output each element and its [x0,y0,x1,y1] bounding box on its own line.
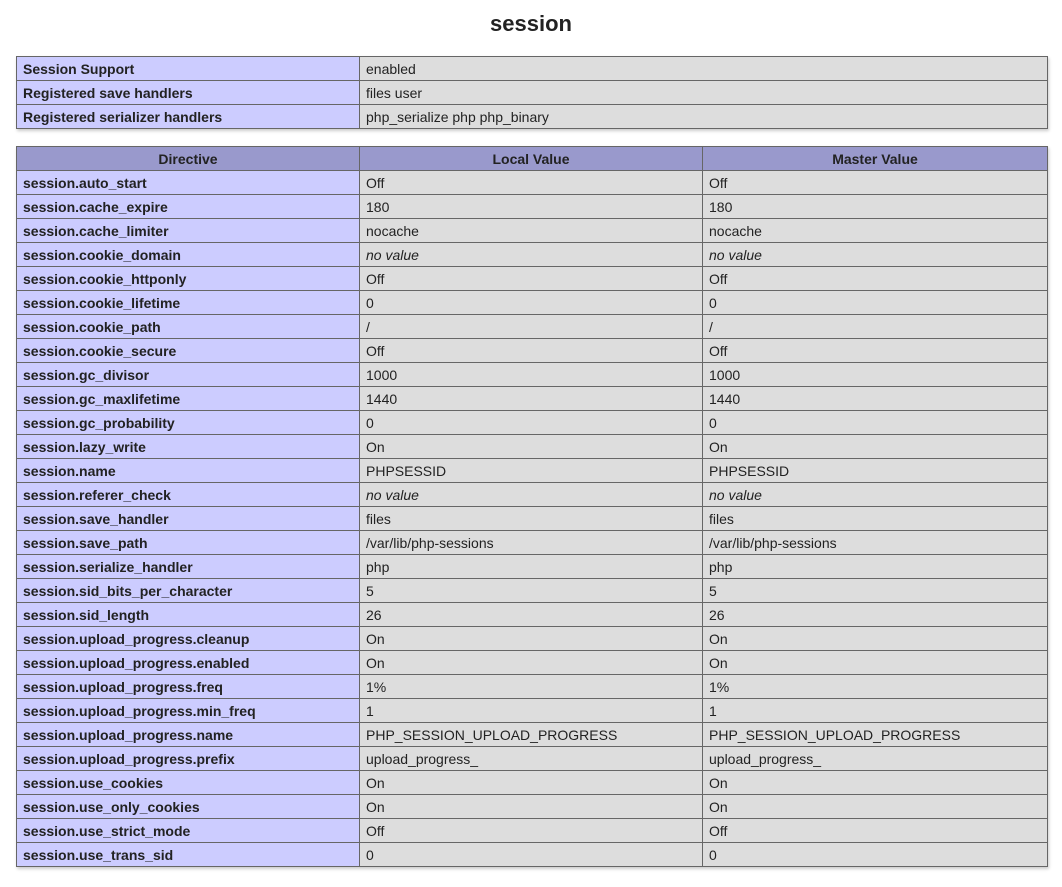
directive-row [17,171,1048,195]
support-name-cell: Registered serializer handlers [17,105,360,129]
master-value-cell: no value [703,243,1048,267]
master-value-cell: Off [703,819,1048,843]
master-value-column-header: Master Value [703,147,1048,171]
directive-name-cell: session.sid_bits_per_character [17,579,360,603]
directive-row [17,723,1048,747]
master-value-cell: 180 [703,195,1048,219]
local-value-cell: / [360,315,703,339]
directive-name-cell: session.serialize_handler [17,555,360,579]
master-value-cell: On [703,795,1048,819]
support-row [17,105,1048,129]
directive-row [17,555,1048,579]
local-value-column-header: Local Value [360,147,703,171]
directive-row [17,651,1048,675]
directive-row [17,243,1048,267]
support-name-cell: Registered save handlers [17,81,360,105]
master-value-cell: php [703,555,1048,579]
directive-name-cell: session.upload_progress.min_freq [17,699,360,723]
directive-name-cell: session.upload_progress.name [17,723,360,747]
directive-name-cell: session.cookie_httponly [17,267,360,291]
local-value-cell: On [360,627,703,651]
local-value-cell: php [360,555,703,579]
local-value-cell: Off [360,819,703,843]
master-value-cell: Off [703,339,1048,363]
master-value-cell: no value [703,483,1048,507]
master-value-cell: On [703,771,1048,795]
session-support-table [16,56,1048,129]
directive-name-cell: session.lazy_write [17,435,360,459]
local-value-cell: 180 [360,195,703,219]
local-value-cell: 0 [360,843,703,867]
directive-row [17,315,1048,339]
local-value-cell: 5 [360,579,703,603]
local-value-cell: On [360,651,703,675]
master-value-cell: /var/lib/php-sessions [703,531,1048,555]
local-value-cell: no value [360,243,703,267]
directive-row [17,435,1048,459]
local-value-cell: 1% [360,675,703,699]
master-value-cell: upload_progress_ [703,747,1048,771]
directive-row [17,603,1048,627]
directive-row [17,675,1048,699]
directive-name-cell: session.cookie_domain [17,243,360,267]
directive-name-cell: session.use_trans_sid [17,843,360,867]
directive-row [17,771,1048,795]
directive-name-cell: session.sid_length [17,603,360,627]
local-value-cell: On [360,435,703,459]
directive-row [17,195,1048,219]
directive-name-cell: session.auto_start [17,171,360,195]
local-value-cell: 1440 [360,387,703,411]
local-value-cell: nocache [360,219,703,243]
master-value-cell: Off [703,267,1048,291]
master-value-cell: On [703,651,1048,675]
local-value-cell: 1000 [360,363,703,387]
master-value-cell: 0 [703,843,1048,867]
directive-row [17,219,1048,243]
directive-name-cell: session.upload_progress.cleanup [17,627,360,651]
master-value-cell: 0 [703,291,1048,315]
directive-row [17,747,1048,771]
directive-row [17,843,1048,867]
master-value-cell: 26 [703,603,1048,627]
directive-row [17,459,1048,483]
local-value-cell: 26 [360,603,703,627]
master-value-cell: PHPSESSID [703,459,1048,483]
directive-row [17,531,1048,555]
support-value-cell: files user [360,81,1048,105]
master-value-cell: 0 [703,411,1048,435]
directive-name-cell: session.gc_divisor [17,363,360,387]
directive-row [17,699,1048,723]
directive-column-header: Directive [17,147,360,171]
directive-row [17,363,1048,387]
directive-name-cell: session.cookie_path [17,315,360,339]
directive-name-cell: session.gc_probability [17,411,360,435]
local-value-cell: 1 [360,699,703,723]
local-value-cell: files [360,507,703,531]
local-value-cell: Off [360,267,703,291]
directive-name-cell: session.gc_maxlifetime [17,387,360,411]
support-value-cell: php_serialize php php_binary [360,105,1048,129]
directive-row [17,579,1048,603]
support-value-cell: enabled [360,57,1048,81]
directive-row [17,627,1048,651]
directive-name-cell: session.upload_progress.freq [17,675,360,699]
directive-name-cell: session.use_cookies [17,771,360,795]
directive-name-cell: session.use_only_cookies [17,795,360,819]
master-value-cell: 1000 [703,363,1048,387]
master-value-cell: On [703,435,1048,459]
directive-name-cell: session.cookie_secure [17,339,360,363]
directive-name-cell: session.use_strict_mode [17,819,360,843]
directive-name-cell: session.save_handler [17,507,360,531]
master-value-cell: / [703,315,1048,339]
directive-name-cell: session.cache_expire [17,195,360,219]
local-value-cell: /var/lib/php-sessions [360,531,703,555]
directive-row [17,507,1048,531]
directive-name-cell: session.cookie_lifetime [17,291,360,315]
section-title: session [490,11,572,36]
local-value-cell: Off [360,171,703,195]
directive-name-cell: session.upload_progress.prefix [17,747,360,771]
directive-name-cell: session.referer_check [17,483,360,507]
master-value-cell: PHP_SESSION_UPLOAD_PROGRESS [703,723,1048,747]
support-row [17,57,1048,81]
directive-row [17,339,1048,363]
directive-name-cell: session.cache_limiter [17,219,360,243]
local-value-cell: On [360,795,703,819]
local-value-cell: 0 [360,291,703,315]
local-value-cell: On [360,771,703,795]
local-value-cell: PHPSESSID [360,459,703,483]
master-value-cell: 1 [703,699,1048,723]
session-directive-table [16,146,1048,867]
master-value-cell: Off [703,171,1048,195]
master-value-cell: nocache [703,219,1048,243]
local-value-cell: Off [360,339,703,363]
local-value-cell: 0 [360,411,703,435]
directive-row [17,483,1048,507]
directive-name-cell: session.save_path [17,531,360,555]
directive-row [17,411,1048,435]
master-value-cell: 1% [703,675,1048,699]
directive-row [17,267,1048,291]
local-value-cell: no value [360,483,703,507]
local-value-cell: upload_progress_ [360,747,703,771]
master-value-cell: files [703,507,1048,531]
master-value-cell: On [703,627,1048,651]
directive-header-row [17,147,1048,171]
support-row [17,81,1048,105]
support-name-cell: Session Support [17,57,360,81]
directive-row [17,819,1048,843]
directive-row [17,795,1048,819]
directive-name-cell: session.name [17,459,360,483]
master-value-cell: 5 [703,579,1048,603]
local-value-cell: PHP_SESSION_UPLOAD_PROGRESS [360,723,703,747]
master-value-cell: 1440 [703,387,1048,411]
directive-row [17,387,1048,411]
directive-name-cell: session.upload_progress.enabled [17,651,360,675]
directive-row [17,291,1048,315]
